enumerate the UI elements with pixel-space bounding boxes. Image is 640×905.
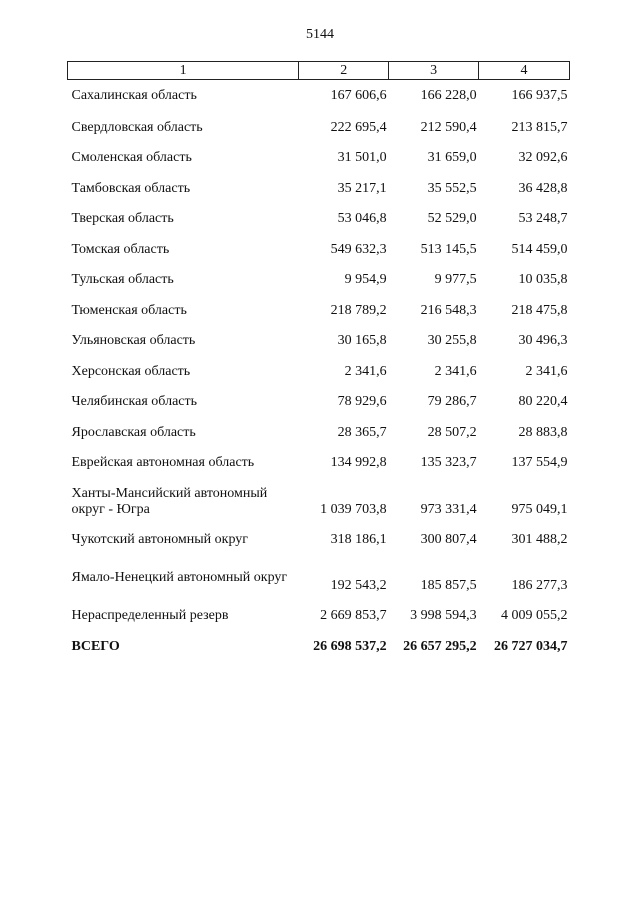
region-name: Нераспределенный резерв bbox=[71, 608, 229, 624]
column-header-2: 2 bbox=[299, 62, 389, 80]
value-col-2: 2 341,6 bbox=[344, 363, 387, 379]
table-row bbox=[68, 525, 570, 556]
value-col-2: 1 039 703,8 bbox=[320, 501, 387, 517]
table-body bbox=[68, 80, 570, 663]
value-col-2: 134 992,8 bbox=[330, 455, 387, 471]
value-col-3: 300 807,4 bbox=[420, 531, 477, 547]
region-name: Тверская область bbox=[71, 211, 174, 227]
region-name: Тульская область bbox=[71, 272, 174, 288]
table-row bbox=[68, 387, 570, 418]
value-col-3: 3 998 594,3 bbox=[410, 608, 477, 624]
total-col-3: 26 657 295,2 bbox=[403, 638, 477, 654]
column-header-3: 3 bbox=[389, 62, 479, 80]
value-col-2: 2 669 853,7 bbox=[320, 608, 387, 624]
value-col-4: 30 496,3 bbox=[518, 333, 568, 349]
table-row bbox=[68, 174, 570, 205]
region-name: Ярославская область bbox=[71, 424, 196, 440]
value-col-4: 4 009 055,2 bbox=[501, 608, 568, 624]
value-col-3: 28 507,2 bbox=[427, 424, 477, 440]
table-row bbox=[68, 296, 570, 327]
region-name: Тамбовская область bbox=[71, 180, 191, 196]
region-name: Еврейская автономная область bbox=[71, 455, 255, 471]
value-col-4: 10 035,8 bbox=[518, 272, 568, 288]
value-col-2: 167 606,6 bbox=[330, 88, 387, 104]
table-row bbox=[68, 555, 570, 601]
value-col-2: 318 186,1 bbox=[330, 531, 387, 547]
value-col-3: 216 548,3 bbox=[420, 302, 477, 318]
page-number: 5144 bbox=[306, 27, 334, 42]
value-col-3: 185 857,5 bbox=[420, 578, 477, 593]
value-col-4: 213 815,7 bbox=[511, 119, 568, 135]
value-col-4: 514 459,0 bbox=[511, 241, 568, 257]
table-row bbox=[68, 265, 570, 296]
value-col-3: 79 286,7 bbox=[427, 394, 477, 410]
table-row bbox=[68, 418, 570, 449]
value-col-2: 53 046,8 bbox=[337, 211, 387, 227]
value-col-2: 218 789,2 bbox=[330, 302, 387, 318]
total-col-4: 26 727 034,7 bbox=[494, 638, 568, 654]
column-header-4: 4 bbox=[479, 62, 570, 80]
table-row bbox=[68, 448, 570, 479]
value-col-2: 30 165,8 bbox=[337, 333, 387, 349]
value-col-3: 52 529,0 bbox=[427, 211, 477, 227]
value-col-3: 31 659,0 bbox=[427, 150, 477, 166]
value-col-3: 135 323,7 bbox=[420, 455, 477, 471]
table-row bbox=[68, 601, 570, 632]
value-col-2: 9 954,9 bbox=[344, 272, 387, 288]
value-col-4: 53 248,7 bbox=[518, 211, 568, 227]
region-name: Херсонская область bbox=[71, 363, 191, 379]
table-header bbox=[68, 62, 570, 80]
value-col-2: 78 929,6 bbox=[337, 394, 387, 410]
total-label: ВСЕГО bbox=[71, 638, 120, 654]
value-col-3: 2 341,6 bbox=[434, 363, 477, 379]
value-col-3: 212 590,4 bbox=[420, 119, 477, 135]
budget-table bbox=[67, 61, 570, 662]
region-name: Сахалинская область bbox=[71, 88, 197, 104]
column-header-1: 1 bbox=[68, 62, 299, 80]
table-row bbox=[68, 80, 570, 113]
value-col-2: 222 695,4 bbox=[330, 119, 387, 135]
region-name: Ямало-Ненецкий автономный округ bbox=[71, 570, 288, 585]
value-col-3: 9 977,5 bbox=[434, 272, 477, 288]
table-row bbox=[68, 357, 570, 388]
table-row bbox=[68, 479, 570, 525]
region-name: Челябинская область bbox=[71, 394, 197, 410]
value-col-4: 28 883,8 bbox=[518, 424, 568, 440]
value-col-4: 186 277,3 bbox=[511, 578, 568, 593]
value-col-4: 975 049,1 bbox=[511, 501, 568, 517]
table-row bbox=[68, 235, 570, 266]
region-name: Чукотский автономный округ bbox=[71, 531, 249, 547]
value-col-3: 30 255,8 bbox=[427, 333, 477, 349]
value-col-3: 166 228,0 bbox=[420, 88, 477, 104]
table-row bbox=[68, 143, 570, 174]
total-col-2: 26 698 537,2 bbox=[313, 638, 387, 654]
value-col-4: 36 428,8 bbox=[518, 180, 568, 196]
table-row bbox=[68, 326, 570, 357]
total-row bbox=[68, 632, 570, 663]
value-col-4: 218 475,8 bbox=[511, 302, 568, 318]
value-col-4: 301 488,2 bbox=[511, 531, 568, 547]
table-row bbox=[68, 113, 570, 144]
value-col-2: 35 217,1 bbox=[337, 180, 387, 196]
value-col-2: 31 501,0 bbox=[337, 150, 387, 166]
region-name: Тюменская область bbox=[71, 302, 187, 318]
region-name: Свердловская область bbox=[71, 119, 203, 135]
region-name: Смоленская область bbox=[71, 150, 192, 166]
value-col-4: 32 092,6 bbox=[518, 150, 568, 166]
value-col-3: 35 552,5 bbox=[427, 180, 477, 196]
value-col-2: 549 632,3 bbox=[330, 241, 387, 257]
region-name: Ханты-Мансийский автономный округ - Югра bbox=[71, 485, 268, 517]
value-col-2: 192 543,2 bbox=[330, 578, 387, 593]
region-name: Томская область bbox=[71, 241, 170, 257]
value-col-3: 973 331,4 bbox=[420, 501, 477, 517]
table-row bbox=[68, 204, 570, 235]
value-col-4: 2 341,6 bbox=[525, 363, 568, 379]
value-col-4: 166 937,5 bbox=[511, 88, 568, 104]
value-col-4: 80 220,4 bbox=[518, 394, 568, 410]
value-col-4: 137 554,9 bbox=[511, 455, 568, 471]
value-col-3: 513 145,5 bbox=[420, 241, 477, 257]
value-col-2: 28 365,7 bbox=[337, 424, 387, 440]
region-name: Ульяновская область bbox=[71, 333, 196, 349]
